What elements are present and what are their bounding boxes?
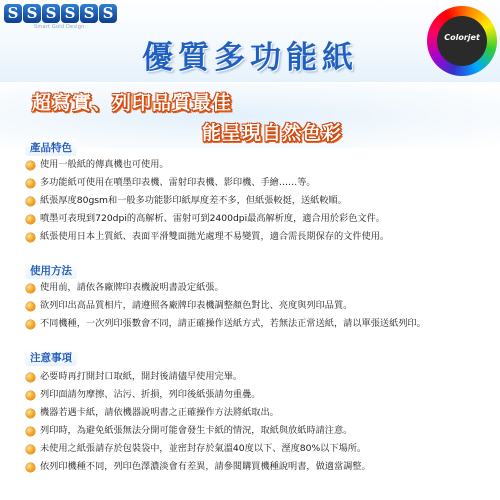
logo-subtitle: Smart Gold Design	[34, 24, 85, 30]
list-item-text: 列印面請勿摩擦、沾污、折損，列印後紙張請勿重疊。	[40, 389, 261, 400]
logo-letter: S	[42, 4, 60, 23]
bullet-icon	[26, 215, 35, 224]
bullet-icon	[26, 320, 35, 329]
list-item-text: 依列印機種不同，列印色澤濃淡會有差異，請參閱購買機種說明書，做適當調整。	[40, 461, 371, 472]
logo-letter: S	[99, 4, 117, 23]
features-list	[24, 156, 494, 246]
bullet-icon	[26, 179, 35, 188]
slogan-line-1: 超寫實、列印品質最佳	[32, 92, 233, 114]
list-item	[24, 279, 494, 297]
bullet-icon	[26, 445, 35, 454]
list-item	[24, 368, 494, 386]
list-item	[24, 228, 494, 246]
list-item-text: 使用一般紙的傳真機也可使用。	[40, 159, 169, 170]
list-item	[24, 422, 494, 440]
bullet-icon	[26, 391, 35, 400]
list-item-text: 紙張厚度80gsm和一般多功能影印紙厚度差不多，但紙張較挺，送紙較順。	[40, 195, 347, 206]
bullet-icon	[26, 233, 35, 242]
list-item-text: 機器若遇卡紙，請依機器說明書之正確操作方法將紙取出。	[40, 407, 279, 418]
list-item	[24, 386, 494, 404]
bullet-icon	[26, 161, 35, 170]
bullet-icon	[26, 463, 35, 472]
brand-logo	[4, 4, 124, 34]
section-title-usage: 使用方法	[25, 262, 77, 279]
list-item	[24, 458, 494, 476]
notes-list	[24, 368, 494, 476]
list-item-text: 必要時再打開封口取紙，開封後請儘早使用完畢。	[40, 371, 243, 382]
logo-letter: S	[80, 4, 98, 23]
logo-letter: S	[23, 4, 41, 23]
list-item-text: 紙張使用日本上質紙、表面平滑雙面拋光處理不易變質，適合需長期保存的文件使用。	[40, 231, 390, 242]
list-item-text: 不同機種，一次列印張數會不同，請正確操作送紙方式，若無法正常送紙，請以單張送紙列印。	[40, 318, 426, 329]
list-item	[24, 315, 480, 332]
section-title-features: 產品特色	[25, 139, 77, 156]
list-item	[24, 210, 494, 228]
list-item	[24, 192, 494, 210]
list-item	[24, 440, 494, 458]
brand-badge-text: Colorjet	[444, 33, 480, 42]
logo-letter: S	[61, 4, 79, 23]
list-item-text: 列印時，為避免紙張無法分開可能會發生卡紙的情況，取紙與放紙時請注意。	[40, 425, 353, 436]
list-item-text: 噴墨可表現到720dpi的高解析、雷射可到2400dpi最高解析度，適合用於彩色文件。	[40, 213, 385, 224]
page-title: 優質多功能紙	[142, 40, 358, 76]
bullet-icon	[26, 302, 35, 311]
section-title-notes: 注意事項	[25, 349, 77, 366]
bullet-icon	[26, 427, 35, 436]
slogan-line-2: 能呈現自然色彩	[202, 122, 343, 144]
list-item	[24, 174, 494, 192]
list-item	[24, 404, 494, 422]
list-item-text: 多功能紙可使用在噴墨印表機、雷射印表機、影印機、手繪……等。	[40, 177, 316, 188]
list-item	[24, 297, 494, 315]
list-item	[24, 156, 494, 174]
bullet-icon	[26, 197, 35, 206]
list-item-text: 欲列印出高品質相片，請遵照各廠牌印表機調整顏色對比、亮度與列印品質。	[40, 300, 353, 311]
bullet-icon	[26, 373, 35, 382]
logo-letter: S	[4, 4, 22, 23]
list-item-text: 使用前，請依各廠牌印表機說明書設定紙張。	[40, 282, 224, 293]
list-item-text: 未使用之紙張請存於包裝袋中，並密封存於氣溫40度以下、溼度80%以下場所。	[40, 443, 367, 454]
bullet-icon	[26, 284, 35, 293]
bullet-icon	[26, 409, 35, 418]
usage-list	[24, 279, 494, 332]
